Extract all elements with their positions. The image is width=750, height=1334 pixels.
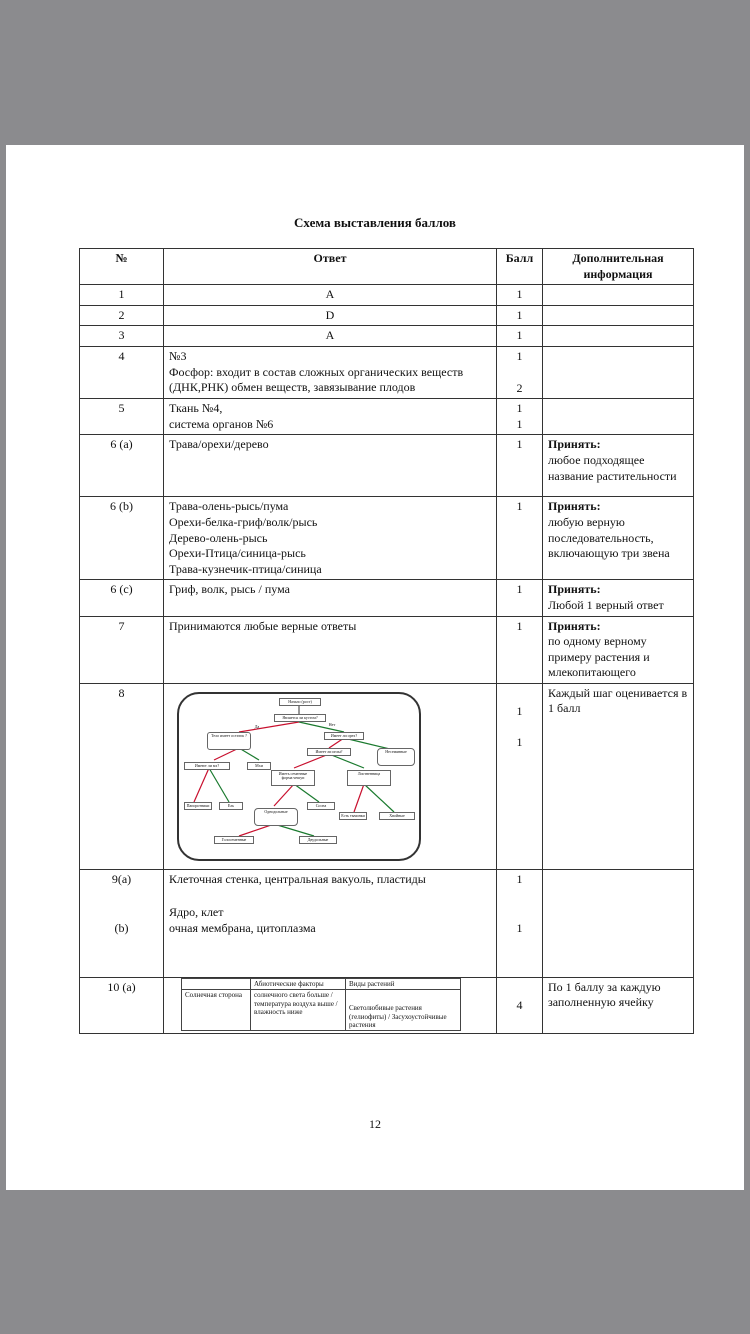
- answer-line: Трава-кузнечик-птица/синица: [169, 561, 322, 576]
- diagram-box: Однодольные: [254, 808, 298, 826]
- answer-line: №3: [169, 348, 187, 363]
- answer-line: Клеточная стенка, центральная вакуоль, пластиды: [169, 871, 426, 886]
- answer-line: Ядро, клет: [169, 905, 224, 920]
- diagram-box: Хвойные: [379, 812, 415, 820]
- row-number: 8: [80, 683, 164, 869]
- inner-header-factors: Абиотические факторы: [251, 978, 346, 989]
- row-score: 1: [497, 616, 543, 683]
- row-number-b: (b): [114, 921, 129, 936]
- row-number: 1: [80, 285, 164, 306]
- row-score: 1: [497, 305, 543, 326]
- row-info: [543, 399, 694, 435]
- row-score: [497, 683, 543, 869]
- row-answer: A: [164, 326, 497, 347]
- row-number: 6 (c): [80, 580, 164, 616]
- row-answer: [164, 399, 497, 435]
- header-number: №: [80, 249, 164, 285]
- diagram-box: Голосеменные: [214, 836, 254, 844]
- score-line: 1: [516, 703, 523, 718]
- inner-cell-side: Солнечная сторона: [182, 990, 251, 1031]
- row-number: 2: [80, 305, 164, 326]
- header-answer: Ответ: [164, 249, 497, 285]
- answer-line: Фосфор: входит в состав сложных органических веществ (ДНК,РНК) обмен веществ, завязывание плодов: [169, 364, 464, 395]
- score-line: 2: [516, 380, 523, 395]
- document-page: [6, 145, 744, 1190]
- table-row: [80, 285, 694, 306]
- row-info: [543, 305, 694, 326]
- row-answer: [164, 346, 497, 398]
- row-info: [543, 435, 694, 497]
- row-number: 5: [80, 399, 164, 435]
- diagram-box: Имеет ли иглы?: [307, 748, 351, 756]
- diagram-box: Сосна: [307, 802, 335, 810]
- table-row: [80, 399, 694, 435]
- diagram-box: Есть тычинки: [339, 812, 367, 820]
- diagram-box: Иметь семенные форма чешуи: [271, 770, 315, 786]
- info-text: По 1 баллу за каждую заполненную ячейку: [548, 979, 661, 1010]
- row-number: 6 (a): [80, 435, 164, 497]
- row-answer: [164, 683, 497, 869]
- row-answer: D: [164, 305, 497, 326]
- inner-cell-species: Светолюбивые растения (гелиофиты) / Засухоустойчивые растения: [346, 990, 461, 1031]
- diagram-box: Мхи: [247, 762, 271, 770]
- diagram-label-no: Нет: [328, 721, 336, 727]
- row-info: [543, 977, 694, 1034]
- row-info: [543, 326, 694, 347]
- row-info: [543, 346, 694, 398]
- info-accept-label: Принять:: [548, 499, 601, 514]
- classification-key-diagram: [177, 692, 421, 861]
- diagram-box: Имеют ли мх?: [184, 762, 230, 770]
- answer-line: Трава-олень-рысь/пума: [169, 499, 289, 514]
- diagram-box: Несемянные: [377, 748, 415, 766]
- info-accept-label: Принять:: [548, 437, 601, 452]
- score-line: 1: [516, 921, 523, 936]
- info-text: любое подходящее название растительности: [548, 452, 677, 483]
- table-row: [80, 435, 694, 497]
- score-line: 1: [516, 401, 523, 416]
- answer-line: Орехи-Птица/синица-рысь: [169, 546, 306, 561]
- page-number: 12: [369, 1117, 381, 1131]
- row-score: 4: [497, 977, 543, 1034]
- row-number: 10 (a): [80, 977, 164, 1034]
- table-row: [80, 616, 694, 683]
- header-score: Балл: [497, 249, 543, 285]
- diagram-box: Тело имеет остаток ?: [207, 732, 251, 750]
- table-row: [80, 869, 694, 977]
- row-number: [80, 869, 164, 977]
- table-header-row: [80, 249, 694, 285]
- diagram-label-yes: Да: [254, 723, 260, 729]
- answer-line: Дерево-олень-рысь: [169, 530, 268, 545]
- row-score: 1: [497, 435, 543, 497]
- diagram-box: Имеет ли орех?: [324, 732, 364, 740]
- row-score: [497, 346, 543, 398]
- row-info: [543, 869, 694, 977]
- info-text: Любой 1 верный ответ: [548, 597, 664, 612]
- info-text: любую верную последовательность, включающую три звена: [548, 514, 670, 561]
- answer-line: очная мембрана, цитоплазма: [169, 921, 316, 936]
- info-text: Каждый шаг оценивается в 1 балл: [548, 685, 688, 716]
- row-info: [543, 285, 694, 306]
- diagram-box: Лиственница: [347, 770, 391, 786]
- score-line: 1: [516, 871, 523, 886]
- document-title: Схема выставления баллов: [294, 215, 456, 230]
- row-number-a: 9(a): [111, 871, 132, 886]
- row-number: 7: [80, 616, 164, 683]
- row-number: 6 (b): [80, 497, 164, 580]
- table-row: [80, 580, 694, 616]
- row-answer: Трава/орехи/дерево: [164, 435, 497, 497]
- row-info: [543, 683, 694, 869]
- info-accept-label: Принять:: [548, 582, 601, 597]
- info-text: по одному верному примеру растения и млекопитающего: [548, 634, 650, 680]
- diagram-box: Является ли кустом?: [274, 714, 326, 722]
- scoring-table: [79, 248, 694, 1034]
- answer-line: Ткань №4,: [169, 401, 223, 416]
- table-row: [80, 326, 694, 347]
- row-score: 1: [497, 285, 543, 306]
- diagram-box: Начало (рост): [279, 698, 321, 706]
- diagram-box: Папоротники: [184, 802, 212, 810]
- row-score: 1: [497, 580, 543, 616]
- row-answer: [164, 869, 497, 977]
- row-answer: Гриф, волк, рысь / пума: [164, 580, 497, 616]
- table-row: [80, 497, 694, 580]
- inner-cell-factors: солнечного света больше / температура воздуха выше / влажность ниже: [251, 990, 346, 1031]
- score-line: 1: [516, 348, 523, 363]
- row-info: [543, 580, 694, 616]
- table-row: [80, 683, 694, 869]
- inner-header-species: Виды растений: [346, 978, 461, 989]
- table-row: [80, 346, 694, 398]
- info-accept-label: Принять:: [548, 618, 601, 633]
- diagram-box: Ель: [219, 802, 243, 810]
- table-row: [80, 977, 694, 1034]
- row-score: [497, 399, 543, 435]
- row-answer: [164, 977, 497, 1034]
- row-answer: [164, 497, 497, 580]
- row-number: 3: [80, 326, 164, 347]
- answer-line: Орехи-белка-гриф/волк/рысь: [169, 514, 318, 529]
- table-row: [80, 305, 694, 326]
- row-info: [543, 497, 694, 580]
- row-score: 1: [497, 497, 543, 580]
- row-score: [497, 869, 543, 977]
- row-score: 1: [497, 326, 543, 347]
- score-line: 1: [516, 416, 523, 431]
- score-line: 1: [516, 735, 523, 750]
- header-additional-info: Дополнительная информация: [543, 249, 694, 285]
- abiotic-factors-table: [181, 978, 461, 1032]
- row-answer: Принимаются любые верные ответы: [164, 616, 497, 683]
- row-answer: A: [164, 285, 497, 306]
- row-number: 4: [80, 346, 164, 398]
- inner-header-empty: [182, 978, 251, 989]
- diagram-box: Двудольные: [299, 836, 337, 844]
- row-info: [543, 616, 694, 683]
- answer-line: система органов №6: [169, 416, 274, 431]
